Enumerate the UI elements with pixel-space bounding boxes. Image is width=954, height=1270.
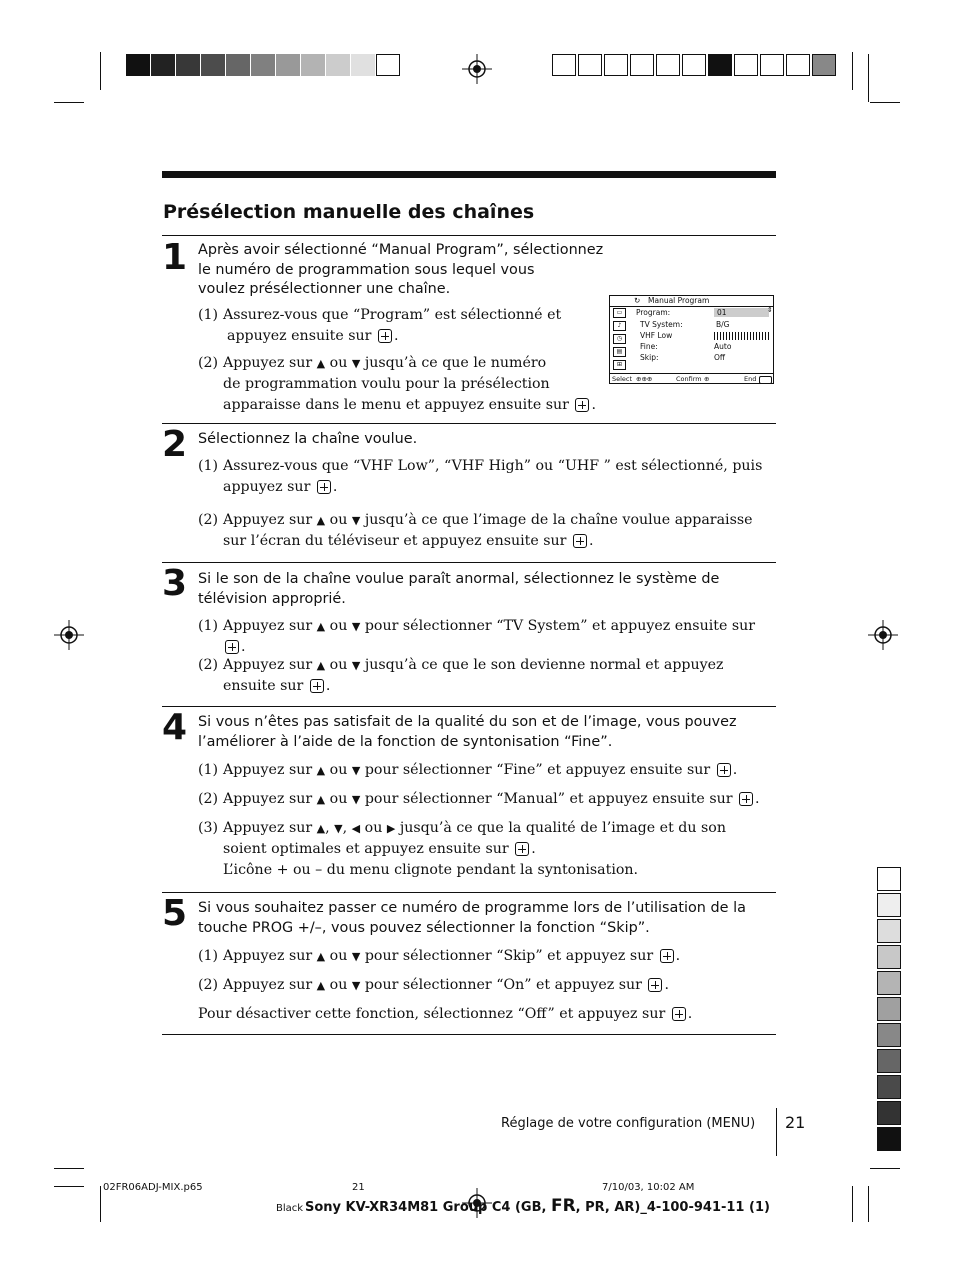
left-arrow-icon: ◀	[351, 822, 361, 835]
down-arrow-icon: ▼	[351, 659, 361, 672]
crop-mark	[852, 1186, 853, 1222]
enter-button-icon	[225, 640, 239, 654]
up-arrow-icon: ▲	[316, 620, 326, 633]
section-footer: Réglage de votre configuration (MENU)	[501, 1116, 756, 1131]
file-page: 21	[352, 1182, 365, 1193]
substep: (1) Assurez-vous que “VHF Low”, “VHF High” ou “UHF ” est sélectionné, puis appuyez sur .	[198, 458, 763, 495]
up-arrow-icon: ▲	[316, 950, 326, 963]
up-arrow-icon: ▲	[316, 764, 326, 777]
substep: (2) Appuyez sur ▲ ou ▼ pour sélectionner “Manual” et appuyez ensuite sur .	[198, 791, 760, 807]
substep: (2) Appuyez sur ▲ ou ▼ jusqu’à ce que le numéro de programmation voulu pour la présélection apparaisse dans le menu et appuyez ensuite sur .	[198, 355, 596, 413]
up-arrow-icon: ▲	[316, 793, 326, 806]
down-arrow-icon: ▼	[351, 620, 361, 633]
print-date: 7/10/03, 10:02 AM	[602, 1182, 695, 1193]
divider	[162, 892, 776, 893]
select-buttons-icon: ⊕⊕⊕	[636, 375, 653, 383]
enter-button-icon	[575, 398, 589, 412]
divider	[162, 706, 776, 707]
down-arrow-icon: ▼	[351, 793, 361, 806]
page-title: Présélection manuelle des chaînes	[163, 201, 535, 223]
enter-button-icon	[739, 792, 753, 806]
gray-scale-strip	[877, 867, 901, 1153]
down-arrow-icon: ▼	[334, 822, 343, 835]
step-number: 1	[162, 237, 188, 278]
crop-mark	[868, 1186, 869, 1222]
down-arrow-icon: ▼	[351, 950, 361, 963]
manual-program-menu: ↻ Manual Program ▭ ♪ ◷ ▤ ⊞ Program: 01 ⇕ TV System: B/G VHF Low Fine: Auto Skip: Off Select ⊕⊕⊕ Confirm ⊕ End	[609, 295, 774, 384]
registration-mark-icon	[868, 620, 898, 650]
substep: (1) Appuyez sur ▲ ou ▼ pour sélectionner “Skip” et appuyez sur .	[198, 948, 681, 964]
enter-button-icon	[317, 480, 331, 494]
program-icon: ↻	[634, 296, 641, 305]
substep: (3) Appuyez sur ▲, ▼, ◀ ou ▶ jusqu’à ce que la qualité de l’image et du son soient optimales et appuyez ensuite sur . L’icône + ou – du menu clignote pendant la syntonisation.	[198, 820, 726, 878]
divider	[162, 423, 776, 424]
step-number: 5	[162, 893, 188, 934]
up-arrow-icon: ▲	[316, 822, 326, 835]
crop-mark	[868, 54, 869, 102]
timer-icon: ◷	[613, 334, 626, 344]
crop-mark	[870, 102, 900, 103]
preset-icon: ▤	[613, 347, 626, 357]
substep: (1) Assurez-vous que “Program” est sélectionné et appuyez ensuite sur .	[198, 307, 562, 344]
crop-mark	[54, 102, 84, 103]
up-arrow-icon: ▲	[316, 979, 326, 992]
step-number: 4	[162, 707, 188, 748]
substep: (1) Appuyez sur ▲ ou ▼ pour sélectionner “TV System” et appuyez ensuite sur .	[198, 618, 756, 655]
substep: (2) Appuyez sur ▲ ou ▼ jusqu’à ce que l’image de la chaîne voulue apparaisse sur l’écran du téléviseur et appuyez ensuite sur .	[198, 512, 753, 549]
divider	[162, 562, 776, 563]
file-name: 02FR06ADJ-MIX.p65	[103, 1182, 203, 1193]
step-outro: Pour désactiver cette fonction, sélectionnez “Off” et appuyez sur .	[198, 1006, 693, 1022]
divider	[162, 1034, 776, 1035]
crop-mark	[100, 52, 101, 90]
crop-mark	[54, 1186, 84, 1187]
menu-button-icon	[759, 376, 772, 384]
substep: (2) Appuyez sur ▲ ou ▼ pour sélectionner “On” et appuyez sur .	[198, 977, 669, 993]
step-intro: Si vous n’êtes pas satisfait de la qualité du son et de l’image, vous pouvez l’améliorer à l’aide de la fonction de syntonisation “Fine”.	[198, 714, 737, 750]
confirm-button-icon: ⊕	[704, 375, 710, 383]
color-bar-left	[126, 54, 401, 76]
step-number: 2	[162, 424, 188, 465]
crop-mark	[54, 1168, 84, 1169]
up-arrow-icon: ▲	[316, 357, 326, 370]
tuning-bar	[714, 332, 770, 340]
enter-button-icon	[648, 978, 662, 992]
right-arrow-icon: ▶	[386, 822, 396, 835]
enter-button-icon	[310, 679, 324, 693]
step-intro: Si le son de la chaîne voulue paraît anormal, sélectionnez le système de télévision approprié.	[198, 571, 720, 607]
updown-icon: ⇕	[767, 306, 773, 314]
step-intro: Sélectionnez la chaîne voulue.	[198, 431, 418, 447]
model-line: Sony KV-XR34M81 Group C4 (GB, FR, PR, AR)_4-100-941-11 (1)	[305, 1196, 770, 1216]
section-top-bar	[162, 171, 776, 178]
step-intro: Après avoir sélectionné “Manual Program”, sélectionnez le numéro de programmation sous lequel vous voulez présélectionner une chaîne.	[198, 242, 604, 297]
footer-divider	[776, 1108, 777, 1156]
enter-button-icon	[378, 329, 392, 343]
enter-button-icon	[573, 534, 587, 548]
up-arrow-icon: ▲	[316, 514, 326, 527]
substep: (2) Appuyez sur ▲ ou ▼ jusqu’à ce que le son devienne normal et appuyez ensuite sur .	[198, 657, 724, 694]
enter-button-icon	[717, 763, 731, 777]
picture-icon: ▭	[613, 308, 626, 318]
enter-button-icon	[672, 1007, 686, 1021]
plate-color: Black	[276, 1203, 304, 1214]
down-arrow-icon: ▼	[351, 514, 361, 527]
registration-mark-icon	[462, 54, 492, 84]
registration-mark-icon	[54, 620, 84, 650]
up-arrow-icon: ▲	[316, 659, 326, 672]
down-arrow-icon: ▼	[351, 357, 361, 370]
page-number: 21	[785, 1113, 806, 1132]
down-arrow-icon: ▼	[351, 764, 361, 777]
step-number: 3	[162, 563, 188, 604]
enter-button-icon	[660, 949, 674, 963]
divider	[162, 235, 776, 236]
down-arrow-icon: ▼	[351, 979, 361, 992]
color-bar-right	[552, 54, 838, 76]
step-intro: Si vous souhaitez passer ce numéro de programme lors de l’utilisation de la touche PROG +/–, vous pouvez sélectionner la fonction “Skip”.	[198, 900, 746, 936]
enter-button-icon	[515, 842, 529, 856]
crop-mark	[870, 1168, 900, 1169]
substep: (1) Appuyez sur ▲ ou ▼ pour sélectionner “Fine” et appuyez ensuite sur .	[198, 762, 738, 778]
sound-icon: ♪	[613, 321, 626, 331]
setup-icon: ⊞	[613, 360, 626, 370]
crop-mark	[100, 1186, 101, 1222]
crop-mark	[852, 52, 853, 90]
